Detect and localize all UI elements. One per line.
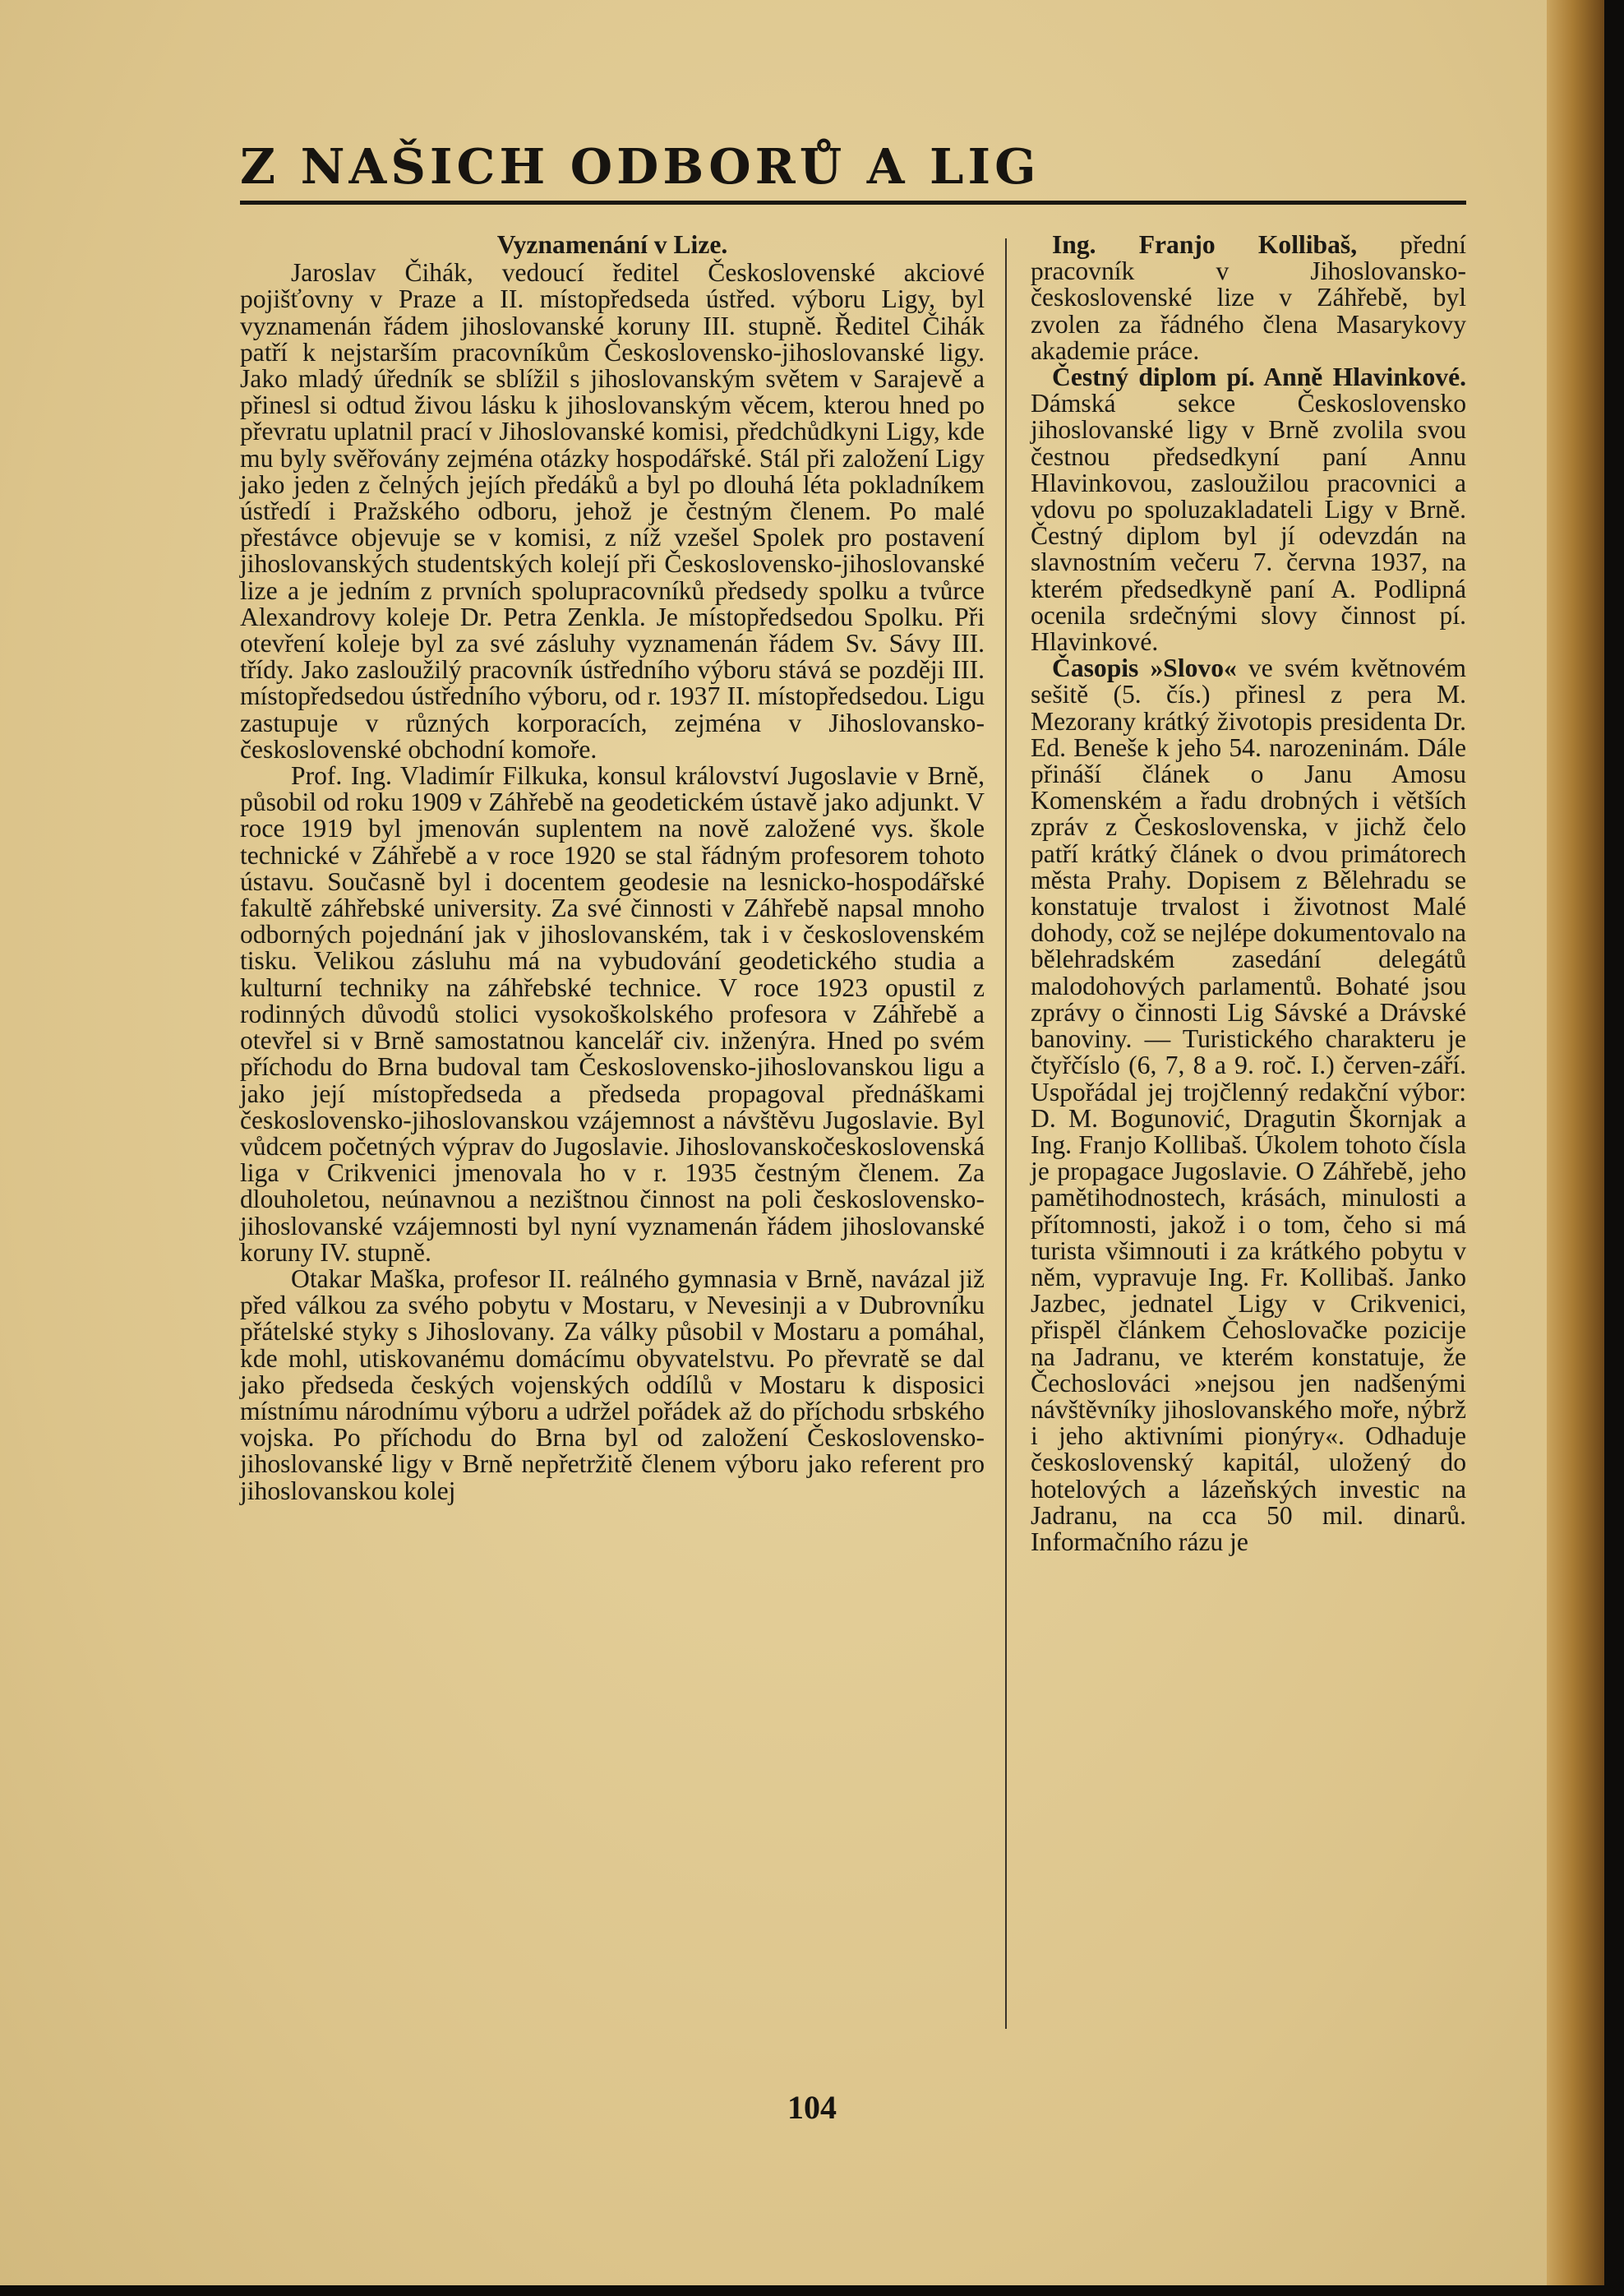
paragraph-slovo bbox=[1031, 655, 1466, 1555]
section-title: Z NAŠICH ODBORŮ A LIG bbox=[240, 138, 1040, 195]
page-number: 104 bbox=[787, 2089, 837, 2126]
kollibas-name: Ing. Franjo Kollibaš, bbox=[1052, 230, 1358, 259]
book-spine bbox=[1547, 0, 1604, 2285]
column-divider bbox=[1005, 238, 1007, 2029]
slovo-text: ve svém květnovém sešitě (5. čís.) přinesl z pera M. Mezorany krátký životopis presidenta Dr. Ed. Beneše k jeho 54. narozeninám. Dále přináší článek o Janu Amosu Komenském a řadu drobných i větších zpráv z Československa, v jichž čelo patří krátký článek o dvou primátorech města Prahy. Dopisem z Bělehradu se konstatuje trvalost i životnost Malé dohody, což se nejlépe dokumentovalo na bělehradském zasedání delegátů malodohových parlamentů. Bohaté jsou zprávy o činnosti Lig Sávské a Drávské banoviny. — Turistického charakteru je čtyřčíslo (6, 7, 8 a 9. roč. I.) červen-září. Uspořádal jej trojčlenný redakční výbor: D. M. Bogunović, Dragutin Škornjak a Ing. Franjo Kollibaš. Úkolem tohoto čísla je propagace Jugoslavie. O Záhřebě, jeho pamětihodnostech, krásách, minulosti a přítomnosti, jakož i o tom, čeho si má turista všimnouti i za krátkého pobytu v něm, vypravuje Ing. Fr. Kollibaš. Janko Jazbec, jednatel Ligy v Crikvenici, přispěl článkem Čehoslovačke pozicije na Jadranu, ve kterém konstatuje, že Čechoslováci »nejsou jen nadšenými návštěvníky jihoslovanského moře, nýbrž i jeho aktivními pionýry«. Odhaduje československý kapitál, uložený do hotelových a lázeňských investic na Jadranu, na cca 50 mil. dinarů. Informačního rázu je bbox=[1031, 654, 1466, 1556]
kollibas-text: přední pracovník v Jihoslovansko-československé lize v Záhřebě, byl zvolen za řádného člena Masarykovy akademie práce. bbox=[1031, 230, 1466, 365]
paragraph-maska: Otakar Maška, profesor II. reálného gymnasia v Brně, navázal již před válkou za svého pobytu v Mostaru, v Nevesinji a v Dubrovníku přátelské styky s Jihoslovany. Za války působil v Mostaru a pomáhal, kde mohl, utiskovanému domácímu obyvatelstvu. Po převratě se dal jako předseda českých vojenských oddílů v Mostaru k disposici místnímu národnímu výboru a udržel pořádek až do příchodu srbského vojska. Po příchodu do Brna byl od založení Československo-jihoslovanské ligy v Brně nepřetržitě členem výboru jako referent pro jihoslovanskou kolej bbox=[240, 1263, 985, 1505]
paragraph-hlavinkova bbox=[1031, 364, 1466, 655]
right-column bbox=[1031, 232, 1466, 1555]
paragraph-cihak: Jaroslav Čihák, vedoucí ředitel Československé akciové pojišťovny v Praze a II. místopředseda ústřed. výboru Ligy, byl vyznamenán řádem jihoslovanské koruny III. stupně. Ředitel Čihák patří k nejstarším pracovníkům Československo-jihoslovanské ligy. Jako mladý úředník se sblížil s jihoslovanským světem v Sarajevě a přinesl si odtud živou lásku k jihoslovanským věcem, kterou hned po převratu uplatnil prací v Jihoslovanské komisi, předchůdkyni Ligy, kde mu byly svěřovány zejména otázky hospodářské. Stál při založení Ligy jako jeden z čelných jejích předáků a byl po dlouhá léta pokladníkem ústředí i Pražského odboru, jehož je čestným členem. Po malé přestávce objevuje se v komisi, z níž vzešel Spolek pro postavení jihoslovanských studentských kolejí při Československo-jihoslovanské lize a je jedním z prvních spolupracovníků předsedy spolku a tvůrce Alexandrovy koleje Dr. Petra Zenkla. Je místopředsedou Spolku. Při otevření koleje byl za své zásluhy vyznamenán řádem Sv. Sávy III. třídy. Jako zasloužilý pracovník ústředního výboru stává se později III. místopředsedou ústředního výboru, od r. 1937 II. místopředsedou. Ligu zastupuje v různých korporacích, zejména v Jihoslovansko-československé obchodní komoře. bbox=[240, 258, 985, 764]
title-rule bbox=[240, 201, 1466, 205]
left-column bbox=[240, 232, 985, 1504]
hlavinkova-heading: Čestný diplom pí. Anně Hlavinkové. bbox=[1052, 363, 1466, 392]
paragraph-filkuka: Prof. Ing. Vladimír Filkuka, konsul království Jugoslavie v Brně, působil od roku 1909 v Záhřebě na geodetickém ústavě jako adjunkt. V roce 1919 byl jmenován suplentem na nově založené vys. škole technické v Záhřebě a v roce 1920 se stal řádným profesorem tohoto ústavu. Současně byl i docentem geodesie na lesnicko-hospodářské fakultě záhřebské university. Za své činnosti v Záhřebě napsal mnoho odborných pojednání jak v jihoslovanském, tak i v československém tisku. Velikou zásluhu má na vybudování geodetického studia a kulturní techniky na záhřebské technice. V roce 1923 opustil z rodinných důvodů stolici vysokoškolského profesora v Záhřebě a otevřel si v Brně samostatnou kancelář civ. inženýra. Hned po svém příchodu do Brna budoval tam Československo-jihoslovanskou ligu a jako její místopředseda a předseda propagoval přednáškami československo-jihoslovanskou vzájemnost a návštěvu Jugoslavie. Byl vůdcem početných výprav do Jugoslavie. Jihoslovanskočeskoslovenská liga v Crikvenici jmenovala ho v r. 1935 čestným členem. Za dlouholetou, neúnavnou a nezištnou činnost na poli československo-jihoslovanské vzájemnosti byl nyní vyznamenán řádem jihoslovanské koruny IV. stupně. bbox=[240, 761, 985, 1267]
hlavinkova-text: Dámská sekce Československo jihoslovanské ligy v Brně zvolila svou čestnou předsedkyní paní Annu Hlavinkovou, zasloužilou pracovnici a vdovu po spoluzakladateli Ligy v Brně. Čestný diplom byl jí odevzdán na slavnostním večeru 7. června 1937, na kterém předsedkyně paní A. Podlipná ocenila srdečnými slovy činnost pí. Hlavinkové. bbox=[1031, 389, 1466, 657]
article-heading: Vyznamenání v Lize. bbox=[496, 230, 728, 259]
slovo-heading: Časopis »Slovo« bbox=[1052, 654, 1237, 683]
paragraph-kollibas bbox=[1031, 232, 1466, 364]
